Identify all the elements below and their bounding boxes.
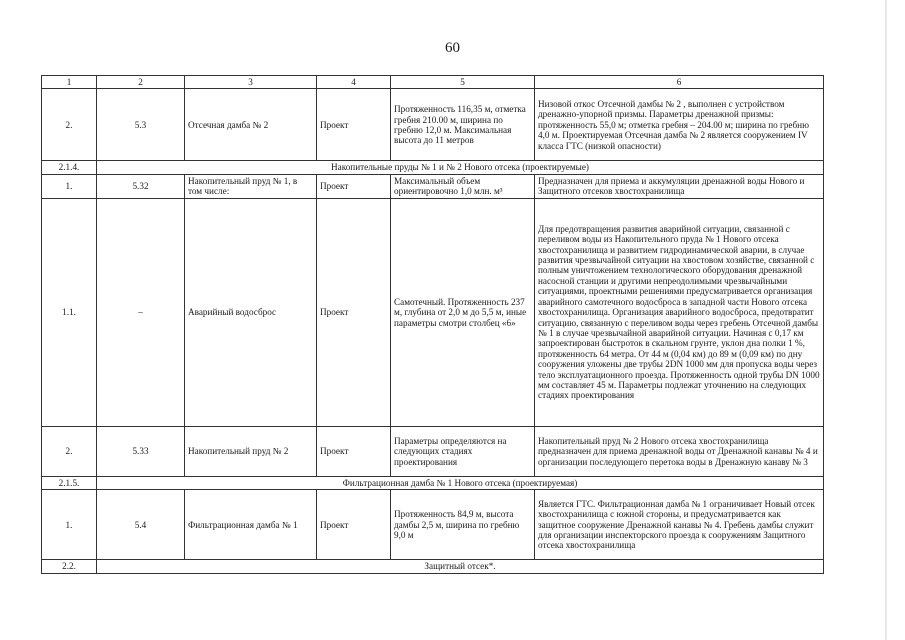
row-number: 1. <box>42 174 97 198</box>
row-number: 1.1. <box>42 198 97 426</box>
objects-table <box>41 75 824 574</box>
section-number: 2.2. <box>42 560 97 573</box>
column-header: 4 <box>317 76 391 89</box>
object-name: Накопительный пруд № 2 <box>185 426 317 476</box>
object-name: Аварийный водосброс <box>185 198 317 426</box>
column-header: 5 <box>391 76 535 89</box>
row-number: 2. <box>42 426 97 476</box>
section-row <box>42 476 824 489</box>
column-number-row <box>42 76 824 89</box>
document-table-container <box>41 75 823 574</box>
page-edge-shadow <box>885 0 887 640</box>
object-parameters: Параметры определяются на следующих стадиях проектирования <box>391 426 535 476</box>
object-status: Проект <box>317 490 391 560</box>
object-name: Отсечная дамба № 2 <box>185 89 317 161</box>
object-status: Проект <box>317 89 391 161</box>
table-row <box>42 426 824 476</box>
object-description: Для предотвращения развития аварийной ситуации, связанной с переливом воды из Накопительного пруда № 1 Нового отсека хвостохранилища и развитием гидродинамической аварии, в случае развития чрезвычайной ситуации на хвостовом хозяйстве, связанной с полным уничтожением технологического оборудования дренажной насосной станции и другими непреодолимыми чрезвычайными ситуациями, проектными решениями предусматривается организация аварийного самотечного водосброса в западной части Нового отсека хвостохранилища. Организация аварийного водосброса, предотвратит ситуацию, связанную с переливом воды через гребень Отсечной дамбы № 1 в случае чрезвычайной аварийной ситуации. Начиная с 0,17 км запроектирован быстроток в скальном грунте, уклон дна полки 1 %, протяженность 64 метра. От 44 м (0,04 км) до 89 м (0,09 км) по дну сооружения уложены две трубы 2DN 1000 мм для пропуска воды через тело эксплуатационного проезда. Протяженность одной трубы DN 1000 мм составляет 45 м. Параметры подлежат уточнению на следующих стадиях проектирования <box>535 198 824 426</box>
row-number: 1. <box>42 490 97 560</box>
section-title: Фильтрационная дамба № 1 Нового отсека (проектируемая) <box>97 476 824 489</box>
section-title: Защитный отсек*. <box>97 560 824 573</box>
table-row <box>42 490 824 560</box>
section-row <box>42 560 824 573</box>
object-status: Проект <box>317 174 391 198</box>
object-description: Предназначен для приема и аккумуляции дренажной воды Нового и Защитного отсеков хвостохранилища <box>535 174 824 198</box>
section-title: Накопительные пруды № 1 и № 2 Нового отсека (проектируемые) <box>97 161 824 174</box>
object-status: Проект <box>317 426 391 476</box>
table-row <box>42 89 824 161</box>
page-number: 60 <box>445 40 460 56</box>
section-number: 2.1.4. <box>42 161 97 174</box>
object-parameters: Протяженность 84,9 м, высота дамбы 2,5 м, ширина по гребню 9,0 м <box>391 490 535 560</box>
column-header: 2 <box>97 76 185 89</box>
object-parameters: Максимальный объем ориентировочно 1,0 млн. м³ <box>391 174 535 198</box>
object-parameters: Протяженность 116,35 м, отметка гребня 210.00 м, ширина по гребню 12,0 м. Максимальная высота до 11 метров <box>391 89 535 161</box>
object-description: Накопительный пруд № 2 Нового отсека хвостохранилища предназначен для приема дренажной воды от Дренажной канавы № 4 и организации последующего перетока воды в Дренажную канаву № 3 <box>535 426 824 476</box>
object-code: 5.4 <box>97 490 185 560</box>
object-status: Проект <box>317 198 391 426</box>
object-description: Низовой откос Отсечной дамбы № 2 , выполнен с устройством дренажно-упорной призмы. Параметры дренажной призмы: протяженность 55,0 м; отметка гребня – 204.00 м; ширина по гребню 4,0 м. Проектируемая Отсечная дамба № 2 является сооружением IV класса ГТС (низкой опасности) <box>535 89 824 161</box>
object-parameters: Самотечный. Протяженность 237 м, глубина от 2,0 м до 5,5 м, иные параметры смотри столбец «6» <box>391 198 535 426</box>
object-description: Является ГТС. Фильтрационная дамба № 1 ограничивает Новый отсек хвостохранилища с южной стороны, и предусматривается как защитное сооружение Дренажной канавы № 4. Гребень дамбы служит для организации инспекторского проезда к сооружениям Защитного отсека хвостохранилища <box>535 490 824 560</box>
object-code: – <box>97 198 185 426</box>
column-header: 3 <box>185 76 317 89</box>
section-row <box>42 161 824 174</box>
table-body <box>42 76 824 574</box>
table-row <box>42 174 824 198</box>
object-name: Накопительный пруд № 1, в том числе: <box>185 174 317 198</box>
object-code: 5.33 <box>97 426 185 476</box>
object-code: 5.32 <box>97 174 185 198</box>
section-number: 2.1.5. <box>42 476 97 489</box>
column-header: 6 <box>535 76 824 89</box>
row-number: 2. <box>42 89 97 161</box>
object-name: Фильтрационная дамба № 1 <box>185 490 317 560</box>
column-header: 1 <box>42 76 97 89</box>
object-code: 5.3 <box>97 89 185 161</box>
table-row <box>42 198 824 426</box>
